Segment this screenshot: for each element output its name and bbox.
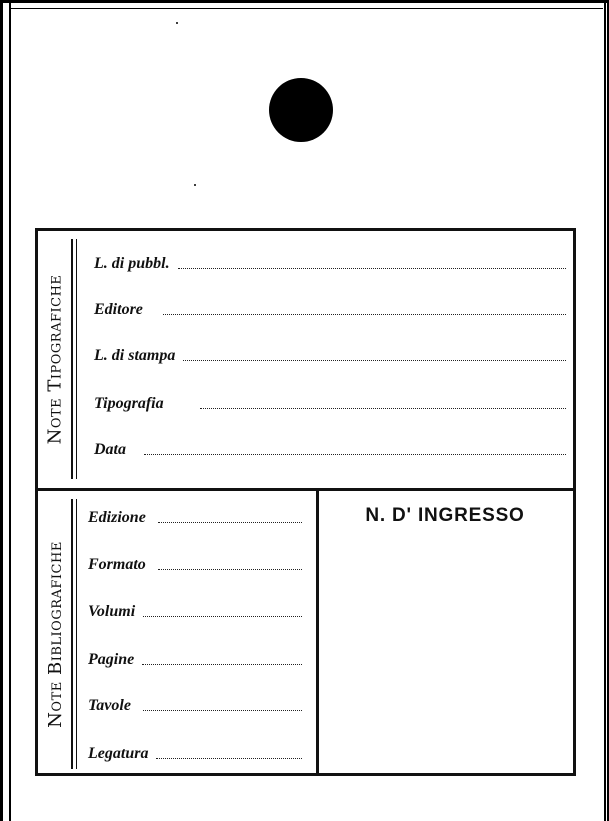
section-rule [76, 499, 77, 769]
field-label: Tipografia [94, 395, 164, 412]
dotted-line [143, 615, 302, 617]
dotted-line [158, 568, 302, 570]
section-rule [71, 499, 73, 769]
bibliografiche-section-title: Note Bibliografiche [44, 540, 66, 728]
dotted-line [156, 757, 302, 759]
dotted-line [143, 709, 302, 711]
section-divider [38, 488, 573, 491]
section-rule [71, 239, 73, 479]
card-edge-left [0, 0, 3, 821]
field-editore[interactable] [94, 301, 566, 319]
dotted-line [178, 267, 566, 269]
dotted-line [142, 663, 302, 665]
tipografiche-section-title: Note Tipografiche [44, 274, 66, 444]
field-data[interactable] [94, 441, 566, 459]
field-formato[interactable] [88, 556, 302, 574]
field-pagine[interactable] [88, 651, 302, 669]
section-rule [76, 239, 77, 479]
field-volumi[interactable] [88, 603, 302, 621]
ingresso-number-label: N. D' INGRESSO [365, 505, 525, 526]
ink-speck [176, 22, 178, 24]
field-label: Data [94, 441, 126, 458]
field-luogo-stampa[interactable] [94, 347, 566, 365]
dotted-line [144, 453, 566, 455]
field-label: Tavole [88, 697, 131, 714]
dotted-line [163, 313, 566, 315]
field-label: Volumi [88, 603, 136, 620]
field-edizione[interactable] [88, 509, 302, 527]
dotted-line [200, 407, 566, 409]
card-edge-left-inner [9, 0, 11, 821]
field-label: Pagine [88, 651, 135, 668]
field-label: Editore [94, 301, 143, 318]
field-tipografia[interactable] [94, 395, 566, 413]
field-luogo-pubblicazione[interactable] [94, 255, 566, 273]
card-edge-top [0, 0, 609, 3]
ink-speck [194, 184, 196, 186]
field-legatura[interactable] [88, 745, 302, 763]
field-label: L. di stampa [94, 347, 176, 364]
field-label: Legatura [88, 745, 149, 762]
dotted-line [158, 521, 302, 523]
card-form [35, 228, 576, 776]
field-tavole[interactable] [88, 697, 302, 715]
column-divider [316, 491, 319, 773]
field-label: Edizione [88, 509, 146, 526]
punch-hole [269, 78, 333, 142]
card-edge-right-inner [604, 0, 606, 821]
field-label: Formato [88, 556, 146, 573]
dotted-line [183, 359, 566, 361]
card-edge-top-inner [11, 8, 603, 9]
field-label: L. di pubbl. [94, 255, 170, 272]
